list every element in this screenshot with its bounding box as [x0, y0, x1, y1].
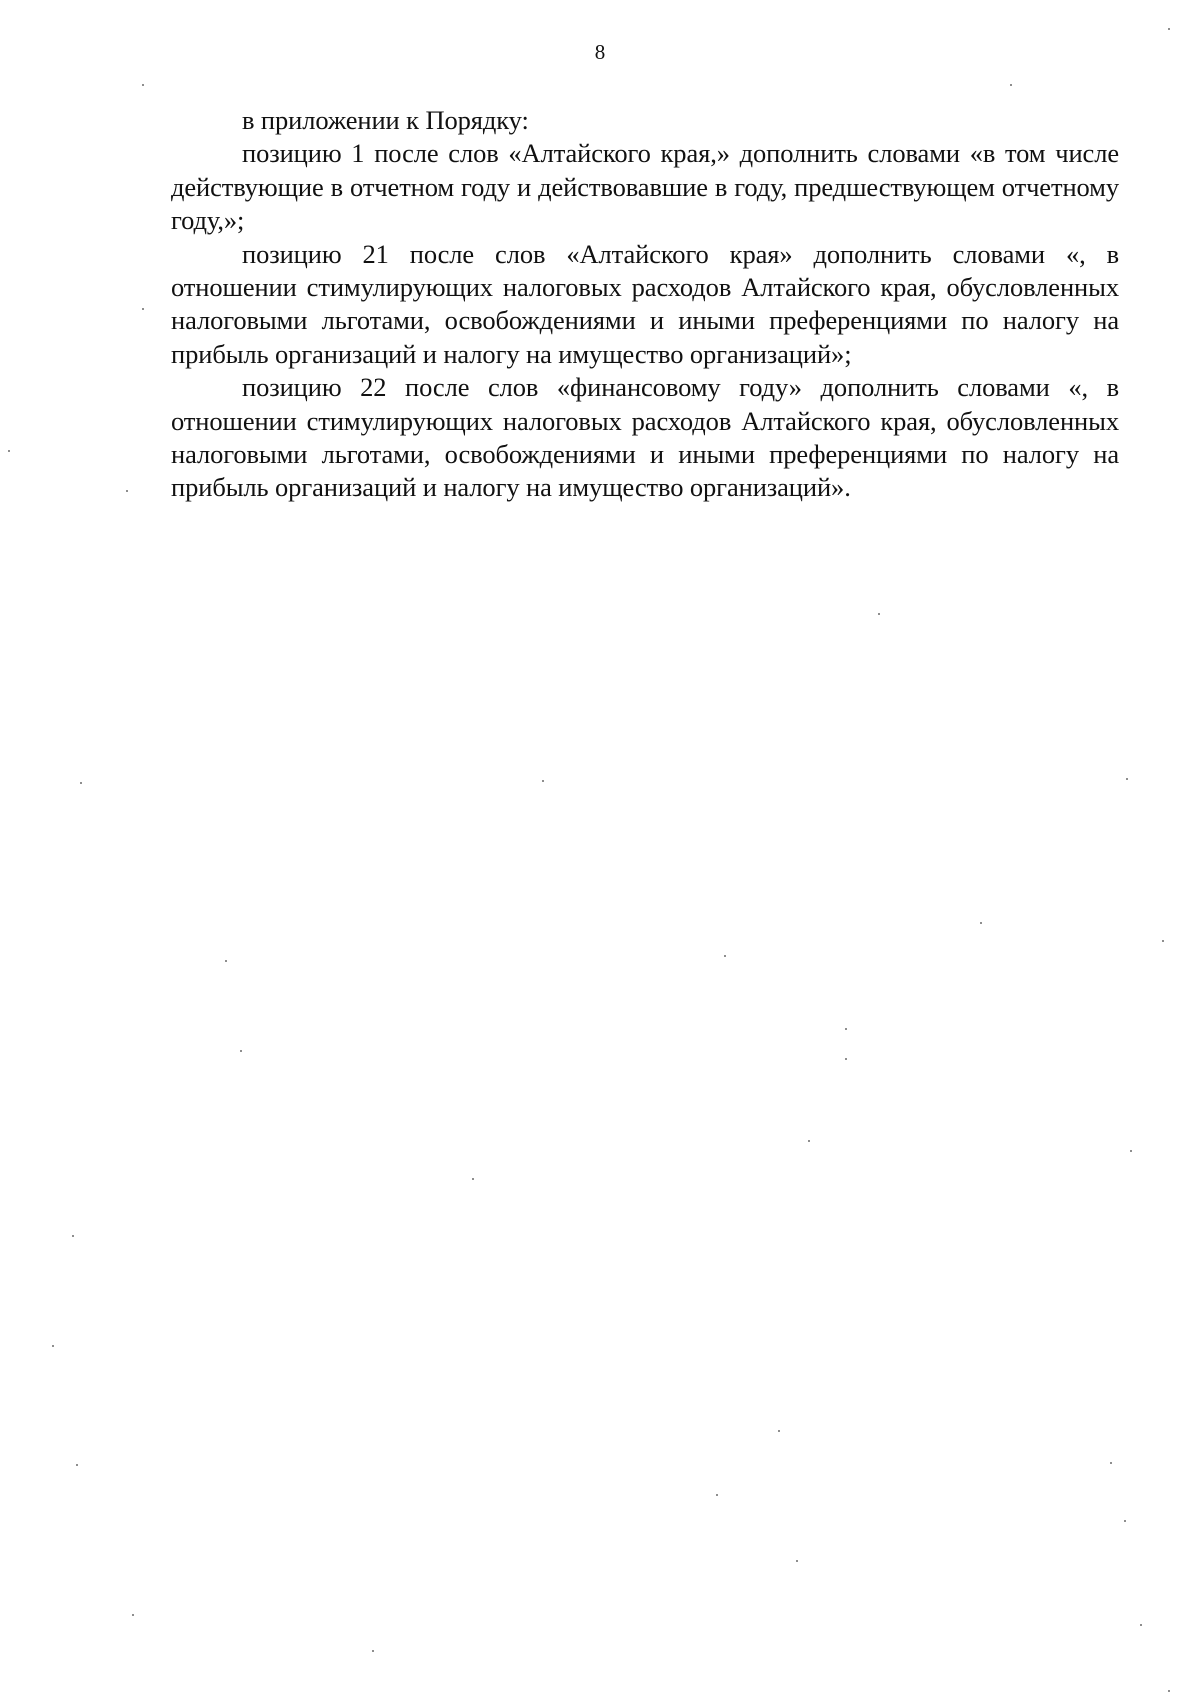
- scan-speck: [142, 308, 144, 310]
- scan-speck: [542, 780, 544, 782]
- amendment-paragraph-position-1: позицию 1 после слов «Алтайского края,» дополнить словами «в том числе действующие в отчетном году и действовавшие в году, предшествующем отчетному году,»;: [171, 138, 1119, 236]
- scan-speck: [845, 1058, 847, 1060]
- scan-speck: [1168, 1690, 1170, 1692]
- scan-speck: [878, 613, 880, 615]
- scan-speck: [142, 84, 144, 86]
- scan-speck: [52, 1345, 54, 1347]
- scan-speck: [8, 450, 10, 452]
- scan-speck: [716, 1494, 718, 1496]
- scan-speck: [72, 1235, 74, 1237]
- document-body: [171, 104, 1119, 505]
- scan-speck: [1110, 1462, 1112, 1464]
- scan-speck: [132, 1614, 134, 1616]
- scan-speck: [126, 490, 128, 492]
- scan-speck: [76, 1464, 78, 1466]
- scan-speck: [1126, 778, 1128, 780]
- page-number: 8: [594, 40, 606, 64]
- amendment-paragraph-position-22: позицию 22 после слов «финансовому году» дополнить словами «, в отношении стимулирующих налоговых расходов Алтайского края, обусловленных налоговыми льготами, освобождениями и иными преференциями по налогу на прибыль организаций и налогу на имущество организаций».: [171, 372, 1119, 503]
- intro-line: в приложении к Порядку:: [242, 105, 529, 135]
- scan-speck: [372, 1650, 374, 1652]
- scan-speck: [796, 1560, 798, 1562]
- scan-speck: [1124, 1520, 1126, 1522]
- scan-speck: [724, 955, 726, 957]
- amendment-paragraph-position-21: позицию 21 после слов «Алтайского края» дополнить словами «, в отношении стимулирующих налоговых расходов Алтайского края, обусловленных налоговыми льготами, освобождениями и иными преференциями по налогу на прибыль организаций и налогу на имущество организаций»;: [171, 238, 1119, 369]
- scan-speck: [472, 1178, 474, 1180]
- scan-speck: [1130, 1150, 1132, 1152]
- scan-speck: [225, 960, 227, 962]
- scan-speck: [845, 1028, 847, 1030]
- scan-speck: [80, 782, 82, 784]
- scan-speck: [1140, 1624, 1142, 1626]
- scan-speck: [980, 922, 982, 924]
- scan-speck: [1162, 940, 1164, 942]
- scan-speck: [778, 1430, 780, 1432]
- scan-speck: [1010, 84, 1012, 86]
- scan-speck: [240, 1050, 242, 1052]
- scan-speck: [1168, 28, 1170, 30]
- scan-speck: [808, 1140, 810, 1142]
